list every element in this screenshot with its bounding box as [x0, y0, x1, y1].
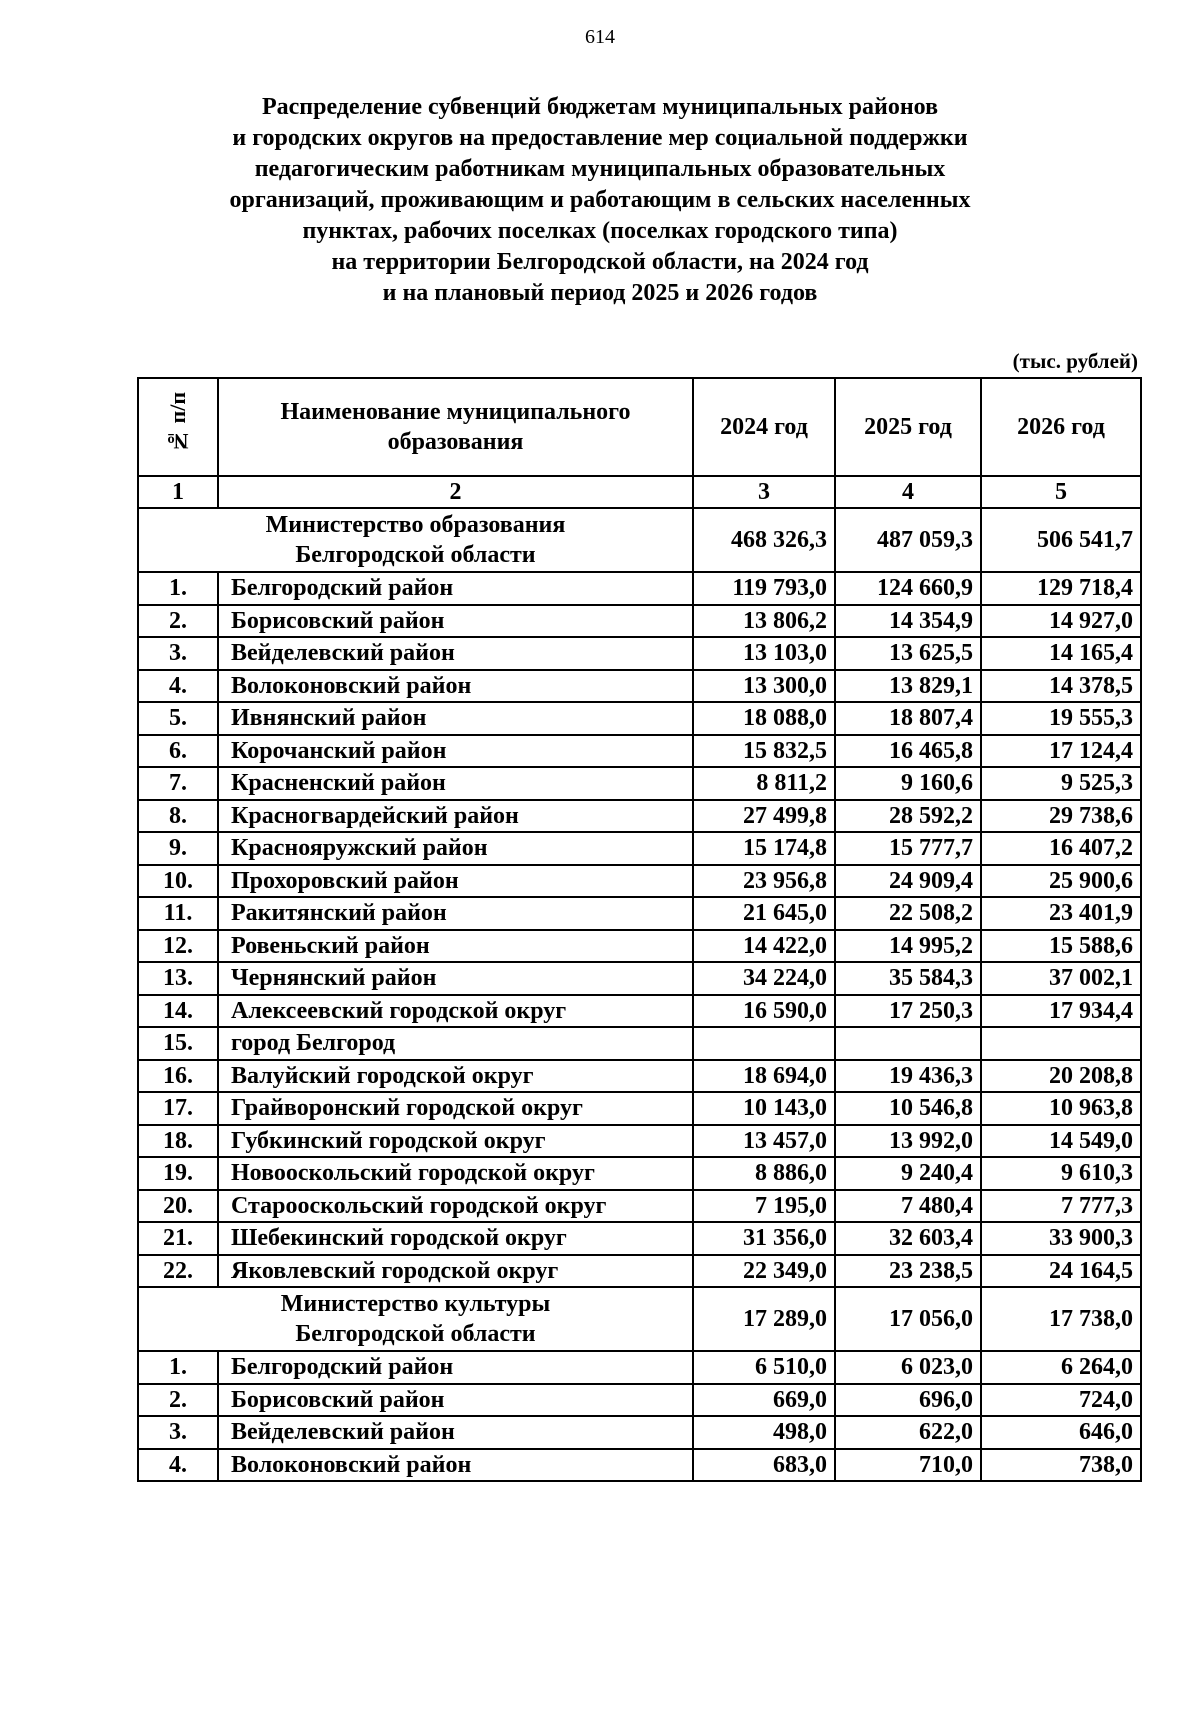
header-2025: 2025 год — [835, 378, 981, 476]
value-2024: 119 793,0 — [693, 572, 835, 605]
value-2025: 13 625,5 — [835, 637, 981, 670]
value-2025: 17 250,3 — [835, 995, 981, 1028]
page-number: 614 — [585, 26, 615, 48]
table-row — [138, 702, 1141, 735]
value-2024: 669,0 — [693, 1384, 835, 1417]
value-2024: 15 174,8 — [693, 832, 835, 865]
value-2024: 13 457,0 — [693, 1125, 835, 1158]
municipality-name: Красногвардейский район — [218, 800, 693, 833]
column-numbers-row — [138, 476, 1141, 508]
group-total-2024: 17 289,0 — [693, 1287, 835, 1351]
value-2026: 14 165,4 — [981, 637, 1141, 670]
value-2024 — [693, 1027, 835, 1060]
value-2026: 129 718,4 — [981, 572, 1141, 605]
value-2025: 622,0 — [835, 1416, 981, 1449]
value-2025: 10 546,8 — [835, 1092, 981, 1125]
value-2026: 29 738,6 — [981, 800, 1141, 833]
row-number: 12. — [138, 930, 218, 963]
title-line: и городских округов на предоставление мер социальной поддержки — [232, 125, 968, 151]
value-2026: 15 588,6 — [981, 930, 1141, 963]
table-row — [138, 572, 1141, 605]
table-row — [138, 1351, 1141, 1384]
row-number: 4. — [138, 1449, 218, 1482]
municipality-name: Прохоровский район — [218, 865, 693, 898]
group-header-row — [138, 1287, 1141, 1351]
table-row — [138, 1255, 1141, 1288]
value-2024: 13 103,0 — [693, 637, 835, 670]
table-header-row — [138, 378, 1141, 476]
value-2025: 710,0 — [835, 1449, 981, 1482]
title-line: организаций, проживающим и работающим в сельских населенных — [229, 187, 971, 213]
row-number: 9. — [138, 832, 218, 865]
municipality-name: Белгородский район — [218, 1351, 693, 1384]
value-2025: 13 829,1 — [835, 670, 981, 703]
table-row — [138, 637, 1141, 670]
row-number: 3. — [138, 1416, 218, 1449]
value-2024: 8 886,0 — [693, 1157, 835, 1190]
value-2026: 33 900,3 — [981, 1222, 1141, 1255]
row-number: 10. — [138, 865, 218, 898]
row-number: 1. — [138, 1351, 218, 1384]
municipality-name: Краснояружский район — [218, 832, 693, 865]
units-label: (тыс. рублей) — [1012, 349, 1138, 373]
value-2026: 37 002,1 — [981, 962, 1141, 995]
table-row — [138, 767, 1141, 800]
table-row — [138, 1384, 1141, 1417]
value-2024: 27 499,8 — [693, 800, 835, 833]
row-number: 4. — [138, 670, 218, 703]
value-2025: 696,0 — [835, 1384, 981, 1417]
group-total-2026: 506 541,7 — [981, 508, 1141, 572]
value-2026: 19 555,3 — [981, 702, 1141, 735]
municipality-name: Борисовский район — [218, 1384, 693, 1417]
municipality-name: Борисовский район — [218, 605, 693, 638]
value-2024: 15 832,5 — [693, 735, 835, 768]
row-number: 13. — [138, 962, 218, 995]
value-2024: 16 590,0 — [693, 995, 835, 1028]
value-2024: 14 422,0 — [693, 930, 835, 963]
value-2024: 10 143,0 — [693, 1092, 835, 1125]
subvention-table — [137, 377, 1142, 1482]
value-2026: 20 208,8 — [981, 1060, 1141, 1093]
group-name — [138, 1287, 693, 1351]
municipality-name: Алексеевский городской округ — [218, 995, 693, 1028]
value-2026: 10 963,8 — [981, 1092, 1141, 1125]
title-line: пунктах, рабочих поселках (поселках городского типа) — [302, 218, 898, 244]
column-number: 5 — [981, 476, 1141, 508]
value-2025: 28 592,2 — [835, 800, 981, 833]
value-2026: 7 777,3 — [981, 1190, 1141, 1223]
value-2024: 7 195,0 — [693, 1190, 835, 1223]
value-2025: 7 480,4 — [835, 1190, 981, 1223]
row-number: 2. — [138, 1384, 218, 1417]
table-row — [138, 670, 1141, 703]
row-number: 22. — [138, 1255, 218, 1288]
value-2025: 9 160,6 — [835, 767, 981, 800]
table-row — [138, 1449, 1141, 1482]
table-row — [138, 735, 1141, 768]
row-number: 21. — [138, 1222, 218, 1255]
column-number: 1 — [138, 476, 218, 508]
group-name-line: Белгородской области — [295, 1321, 536, 1347]
value-2025: 15 777,7 — [835, 832, 981, 865]
value-2026: 23 401,9 — [981, 897, 1141, 930]
value-2026: 14 927,0 — [981, 605, 1141, 638]
value-2026: 9 525,3 — [981, 767, 1141, 800]
group-header-row — [138, 508, 1141, 572]
row-number: 19. — [138, 1157, 218, 1190]
value-2024: 13 300,0 — [693, 670, 835, 703]
row-number: 14. — [138, 995, 218, 1028]
column-number: 2 — [218, 476, 693, 508]
municipality-name: Губкинский городской округ — [218, 1125, 693, 1158]
title-line: педагогическим работникам муниципальных образовательных — [254, 156, 946, 182]
table-row — [138, 1157, 1141, 1190]
value-2026: 17 124,4 — [981, 735, 1141, 768]
table-row — [138, 605, 1141, 638]
value-2024: 6 510,0 — [693, 1351, 835, 1384]
table-row — [138, 962, 1141, 995]
municipality-name: Валуйский городской округ — [218, 1060, 693, 1093]
value-2025: 16 465,8 — [835, 735, 981, 768]
municipality-name: Вейделевский район — [218, 1416, 693, 1449]
group-name-line: Белгородской области — [295, 542, 536, 568]
value-2026: 724,0 — [981, 1384, 1141, 1417]
group-total-2024: 468 326,3 — [693, 508, 835, 572]
group-name-line: Министерство образования — [265, 512, 566, 538]
table-row — [138, 1125, 1141, 1158]
value-2024: 18 088,0 — [693, 702, 835, 735]
value-2025: 23 238,5 — [835, 1255, 981, 1288]
value-2026: 738,0 — [981, 1449, 1141, 1482]
title-line: Распределение субвенций бюджетам муниципальных районов — [261, 94, 939, 120]
municipality-name: город Белгород — [218, 1027, 693, 1060]
value-2024: 498,0 — [693, 1416, 835, 1449]
header-name: Наименование муниципального образования — [218, 378, 693, 476]
value-2024: 13 806,2 — [693, 605, 835, 638]
municipality-name: Вейделевский район — [218, 637, 693, 670]
municipality-name: Ивнянский район — [218, 702, 693, 735]
table-row — [138, 865, 1141, 898]
value-2025: 9 240,4 — [835, 1157, 981, 1190]
value-2024: 21 645,0 — [693, 897, 835, 930]
municipality-name: Новооскольский городской округ — [218, 1157, 693, 1190]
municipality-name: Корочанский район — [218, 735, 693, 768]
row-number: 15. — [138, 1027, 218, 1060]
value-2026: 14 549,0 — [981, 1125, 1141, 1158]
value-2026: 6 264,0 — [981, 1351, 1141, 1384]
value-2025: 6 023,0 — [835, 1351, 981, 1384]
municipality-name: Красненский район — [218, 767, 693, 800]
value-2025 — [835, 1027, 981, 1060]
value-2025: 35 584,3 — [835, 962, 981, 995]
value-2026: 25 900,6 — [981, 865, 1141, 898]
row-number: 2. — [138, 605, 218, 638]
table-row — [138, 1027, 1141, 1060]
municipality-name: Шебекинский городской округ — [218, 1222, 693, 1255]
table-row — [138, 1060, 1141, 1093]
table-row — [138, 1190, 1141, 1223]
row-number: 11. — [138, 897, 218, 930]
value-2024: 18 694,0 — [693, 1060, 835, 1093]
group-name — [138, 508, 693, 572]
municipality-name: Ракитянский район — [218, 897, 693, 930]
value-2024: 8 811,2 — [693, 767, 835, 800]
group-total-2026: 17 738,0 — [981, 1287, 1141, 1351]
table-row — [138, 1092, 1141, 1125]
title-line: на территории Белгородской области, на 2024 год — [331, 249, 869, 275]
value-2025: 18 807,4 — [835, 702, 981, 735]
value-2025: 14 995,2 — [835, 930, 981, 963]
value-2026: 17 934,4 — [981, 995, 1141, 1028]
row-number: 1. — [138, 572, 218, 605]
value-2024: 22 349,0 — [693, 1255, 835, 1288]
municipality-name: Белгородский район — [218, 572, 693, 605]
table-row — [138, 800, 1141, 833]
value-2025: 32 603,4 — [835, 1222, 981, 1255]
table-row — [138, 1416, 1141, 1449]
value-2026 — [981, 1027, 1141, 1060]
row-number: 5. — [138, 702, 218, 735]
row-number: 7. — [138, 767, 218, 800]
table-row — [138, 832, 1141, 865]
group-total-2025: 17 056,0 — [835, 1287, 981, 1351]
municipality-name: Волоконовский район — [218, 670, 693, 703]
value-2024: 34 224,0 — [693, 962, 835, 995]
row-number: 8. — [138, 800, 218, 833]
municipality-name: Ровеньский район — [218, 930, 693, 963]
value-2026: 9 610,3 — [981, 1157, 1141, 1190]
title-line: и на плановый период 2025 и 2026 годов — [382, 280, 818, 306]
value-2024: 31 356,0 — [693, 1222, 835, 1255]
value-2025: 22 508,2 — [835, 897, 981, 930]
table-row — [138, 897, 1141, 930]
value-2026: 24 164,5 — [981, 1255, 1141, 1288]
column-number: 3 — [693, 476, 835, 508]
municipality-name: Яковлевский городской округ — [218, 1255, 693, 1288]
municipality-name: Старооскольский городской округ — [218, 1190, 693, 1223]
row-number: 17. — [138, 1092, 218, 1125]
value-2025: 13 992,0 — [835, 1125, 981, 1158]
value-2024: 23 956,8 — [693, 865, 835, 898]
value-2025: 124 660,9 — [835, 572, 981, 605]
value-2026: 14 378,5 — [981, 670, 1141, 703]
value-2024: 683,0 — [693, 1449, 835, 1482]
table-row — [138, 1222, 1141, 1255]
header-number: № п/п — [138, 378, 218, 476]
value-2025: 19 436,3 — [835, 1060, 981, 1093]
row-number: 3. — [138, 637, 218, 670]
municipality-name: Грайворонский городской округ — [218, 1092, 693, 1125]
municipality-name: Чернянский район — [218, 962, 693, 995]
value-2025: 14 354,9 — [835, 605, 981, 638]
group-name-line: Министерство культуры — [280, 1291, 551, 1317]
document-title — [150, 92, 1050, 309]
row-number: 6. — [138, 735, 218, 768]
header-2024: 2024 год — [693, 378, 835, 476]
table-row — [138, 995, 1141, 1028]
row-number: 18. — [138, 1125, 218, 1158]
value-2026: 646,0 — [981, 1416, 1141, 1449]
municipality-name: Волоконовский район — [218, 1449, 693, 1482]
group-total-2025: 487 059,3 — [835, 508, 981, 572]
value-2026: 16 407,2 — [981, 832, 1141, 865]
table-row — [138, 930, 1141, 963]
row-number: 20. — [138, 1190, 218, 1223]
header-2026: 2026 год — [981, 378, 1141, 476]
value-2025: 24 909,4 — [835, 865, 981, 898]
column-number: 4 — [835, 476, 981, 508]
row-number: 16. — [138, 1060, 218, 1093]
